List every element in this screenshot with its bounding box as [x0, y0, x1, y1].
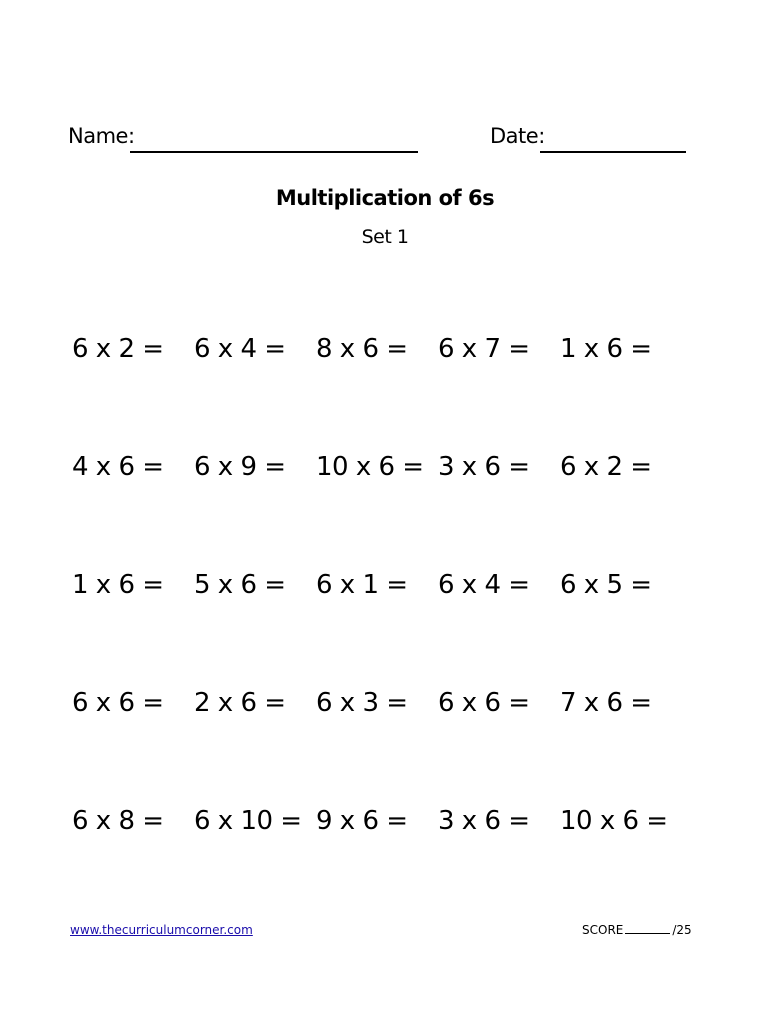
problem: 3 x 6 =	[438, 806, 530, 836]
problem: 6 x 4 =	[194, 334, 286, 364]
worksheet-subtitle: Set 1	[361, 226, 409, 248]
problem-row	[72, 452, 692, 570]
problem: 9 x 6 =	[316, 806, 408, 836]
problem: 6 x 8 =	[72, 806, 164, 836]
score-label: SCORE	[582, 923, 624, 937]
name-line	[130, 151, 418, 153]
score-box	[582, 923, 692, 937]
problem: 6 x 6 =	[72, 688, 164, 718]
problem: 6 x 2 =	[560, 452, 652, 482]
problem: 7 x 6 =	[560, 688, 652, 718]
name-label: Name:	[68, 124, 135, 148]
problem: 6 x 9 =	[194, 452, 286, 482]
problem: 10 x 6 =	[316, 452, 424, 482]
problem: 4 x 6 =	[72, 452, 164, 482]
score-blank	[625, 933, 670, 934]
problem: 3 x 6 =	[438, 452, 530, 482]
date-label: Date:	[490, 124, 545, 148]
score-total: /25	[672, 923, 692, 937]
problem: 6 x 6 =	[438, 688, 530, 718]
problem: 1 x 6 =	[560, 334, 652, 364]
problem: 8 x 6 =	[316, 334, 408, 364]
problem: 6 x 4 =	[438, 570, 530, 600]
problem-grid	[72, 334, 692, 924]
problem: 6 x 2 =	[72, 334, 164, 364]
problem: 1 x 6 =	[72, 570, 164, 600]
site-link[interactable]: www.thecurriculumcorner.com	[70, 923, 253, 937]
worksheet-title: Multiplication of 6s	[275, 186, 495, 210]
problem: 6 x 3 =	[316, 688, 408, 718]
problem-row	[72, 570, 692, 688]
problem: 6 x 7 =	[438, 334, 530, 364]
problem: 2 x 6 =	[194, 688, 286, 718]
problem: 6 x 1 =	[316, 570, 408, 600]
problem-row	[72, 688, 692, 806]
problem: 10 x 6 =	[560, 806, 668, 836]
problem-row	[72, 806, 692, 924]
date-line	[540, 151, 686, 153]
problem: 6 x 5 =	[560, 570, 652, 600]
problem-row	[72, 334, 692, 452]
problem: 5 x 6 =	[194, 570, 286, 600]
problem: 6 x 10 =	[194, 806, 302, 836]
